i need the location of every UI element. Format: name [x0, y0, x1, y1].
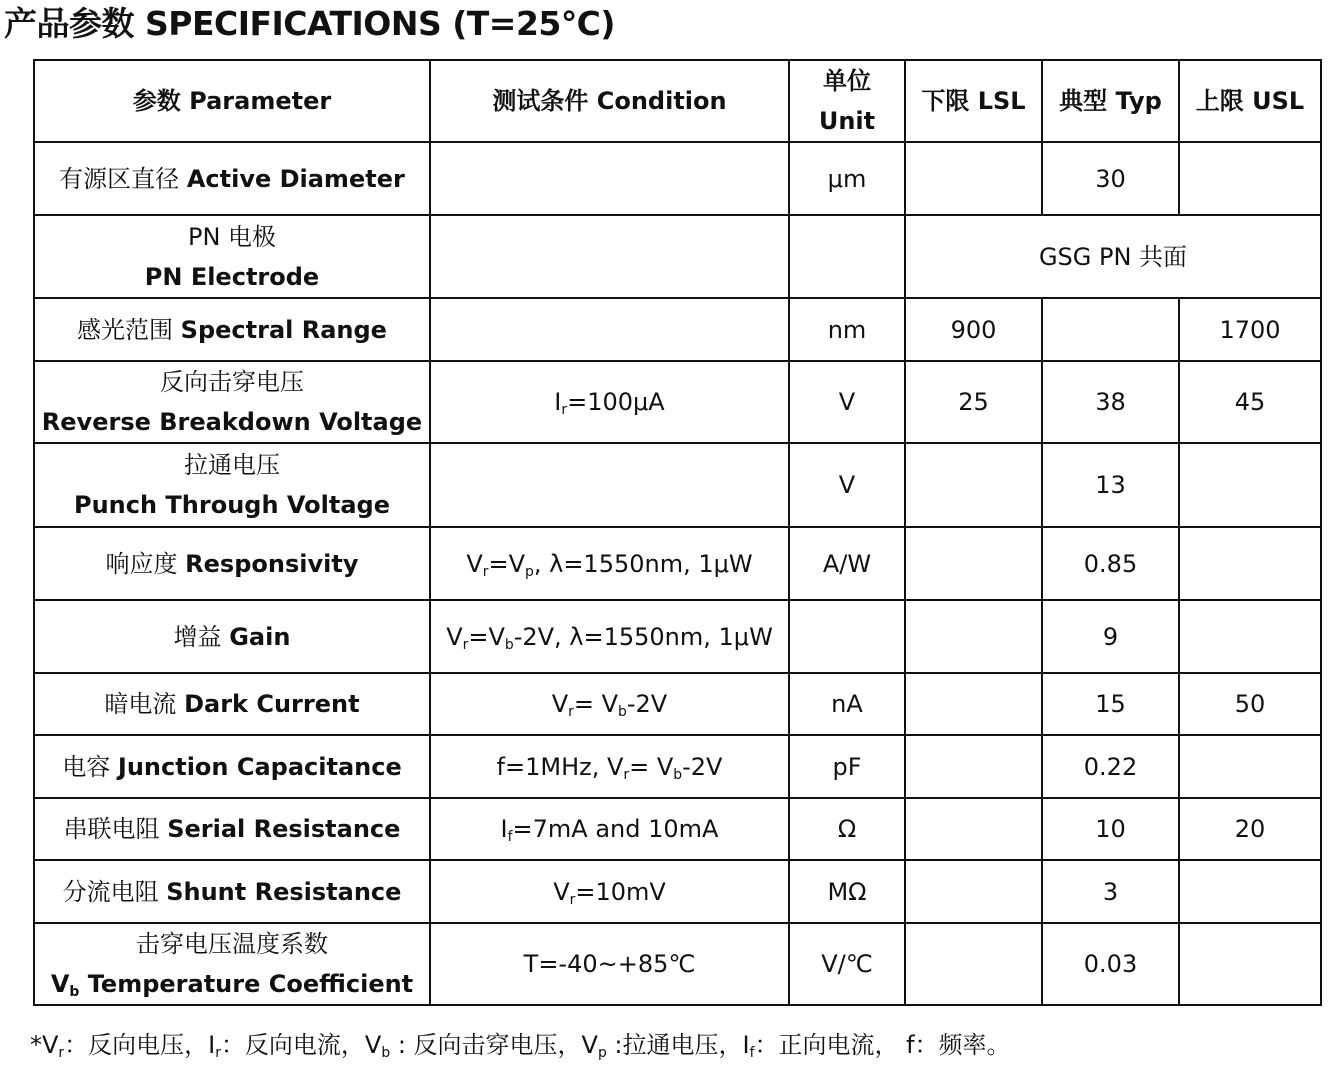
lsl-cell: [905, 923, 1042, 1005]
unit-cell: nm: [789, 298, 905, 361]
condition-cell: [430, 298, 789, 361]
param-cn: 拉通电压: [184, 451, 280, 479]
unit-cell: [789, 600, 905, 673]
param-en: Dark Current: [184, 690, 360, 718]
param-cell: [34, 735, 430, 798]
condition-cell: T=-40~+85℃: [430, 923, 789, 1005]
condition-cell: [430, 142, 789, 215]
usl-cell: [1179, 735, 1321, 798]
lsl-cell: [905, 798, 1042, 860]
lsl-cell: [905, 142, 1042, 215]
typ-cell: 15: [1042, 673, 1179, 735]
param-cn: 感光范围: [77, 315, 174, 344]
footnote: $*V_r$：反向电压，$I_r$：反向电流，$V_b$ : 反向击穿电压，$V_p$ :拉通电压，$I_f$：正向电流， f：频率。: [30, 1031, 1011, 1062]
param-en: Punch Through Voltage: [73, 491, 391, 519]
unit-cell: [789, 215, 905, 298]
condition-cell: $V_r=V_p$, λ=1550nm, 1μW: [430, 527, 789, 600]
table-row: [34, 142, 1321, 215]
condition-cell: $V_r= V_b-2V$: [430, 673, 789, 735]
param-cell: [34, 142, 430, 215]
usl-cell: 45: [1179, 361, 1321, 443]
unit-cell: V/℃: [789, 923, 905, 1005]
param-cn: 反向击穿电压: [160, 368, 304, 396]
param-cn: 增益: [173, 622, 222, 651]
typ-cell: 13: [1042, 443, 1179, 527]
header-lsl: 下限 LSL: [905, 60, 1042, 142]
specifications-table: [33, 59, 1322, 1006]
param-cell: [34, 600, 430, 673]
lsl-cell: 900: [905, 298, 1042, 361]
usl-cell: [1179, 860, 1321, 923]
unit-cell: pF: [789, 735, 905, 798]
condition-cell: $V_r=10mV$: [430, 860, 789, 923]
param-cn: 响应度: [105, 549, 178, 578]
param-cell: [34, 798, 430, 860]
condition-cell: [430, 215, 789, 298]
param-cn: 暗电流: [104, 690, 177, 718]
lsl-cell: [905, 860, 1042, 923]
table-row: [34, 673, 1321, 735]
typ-cell: 10: [1042, 798, 1179, 860]
condition-cell: $I_r=100\mu A$: [430, 361, 789, 443]
unit-cell: MΩ: [789, 860, 905, 923]
param-en: Reverse Breakdown Voltage: [41, 408, 423, 436]
lsl-cell: 25: [905, 361, 1042, 443]
table-row: [34, 735, 1321, 798]
param-en: Junction Capacitance: [117, 752, 402, 781]
param-en: Shunt Resistance: [166, 877, 402, 906]
table-row: [34, 361, 1321, 443]
param-en: Active Diameter: [186, 164, 405, 193]
typ-cell: 3: [1042, 860, 1179, 923]
condition-cell: f=1MHz, $V_r= V_b-2V$: [430, 735, 789, 798]
unit-cell: V: [789, 361, 905, 443]
param-cn: 击穿电压温度系数: [136, 930, 328, 958]
param-cell: [34, 215, 430, 298]
table-row: [34, 600, 1321, 673]
param-en: Spectral Range: [180, 315, 387, 344]
typ-cell: 0.22: [1042, 735, 1179, 798]
param-cell: [34, 860, 430, 923]
param-en: PN Electrode: [144, 262, 320, 291]
param-en: Serial Resistance: [167, 815, 401, 843]
table-row: [34, 798, 1321, 860]
lsl-cell: [905, 673, 1042, 735]
typ-cell: 0.03: [1042, 923, 1179, 1005]
table-header-row: [34, 60, 1321, 142]
header-typ: 典型 Typ: [1042, 60, 1179, 142]
table-row: [34, 860, 1321, 923]
header-unit: [789, 60, 905, 142]
param-cell: [34, 443, 430, 527]
unit-cell: nA: [789, 673, 905, 735]
condition-cell: [430, 443, 789, 527]
condition-cell: $V_r=V_b-2V$, λ=1550nm, 1μW: [430, 600, 789, 673]
param-cn: 有源区直径: [59, 164, 180, 193]
typ-cell: 0.85: [1042, 527, 1179, 600]
table-row: [34, 215, 1321, 298]
lsl-cell: [905, 600, 1042, 673]
usl-cell: [1179, 142, 1321, 215]
param-cell: [34, 673, 430, 735]
header-condition: 测试条件 Condition: [430, 60, 789, 142]
merged-value-cell: GSG PN 共面: [905, 215, 1321, 298]
lsl-cell: [905, 527, 1042, 600]
param-cell: [34, 527, 430, 600]
header-unit-en: Unit: [818, 107, 876, 135]
usl-cell: [1179, 600, 1321, 673]
param-cn: 电容: [62, 752, 111, 781]
usl-cell: [1179, 923, 1321, 1005]
param-cell: [34, 923, 430, 1005]
usl-cell: 20: [1179, 798, 1321, 860]
param-cn: 串联电阻: [63, 815, 160, 843]
unit-cell: μm: [789, 142, 905, 215]
typ-cell: 9: [1042, 600, 1179, 673]
unit-cell: Ω: [789, 798, 905, 860]
usl-cell: 50: [1179, 673, 1321, 735]
table-row: [34, 527, 1321, 600]
header-usl: 上限 USL: [1179, 60, 1321, 142]
table-row: [34, 923, 1321, 1005]
param-cell: [34, 298, 430, 361]
typ-cell: 38: [1042, 361, 1179, 443]
header-parameter: 参数 Parameter: [34, 60, 430, 142]
table-row: [34, 298, 1321, 361]
param-en: Responsivity: [185, 549, 359, 578]
usl-cell: [1179, 527, 1321, 600]
typ-cell: [1042, 298, 1179, 361]
param-cell: [34, 361, 430, 443]
unit-cell: V: [789, 443, 905, 527]
lsl-cell: [905, 735, 1042, 798]
table-row: [34, 443, 1321, 527]
condition-cell: $I_f=7mA$ and 10mA: [430, 798, 789, 860]
usl-cell: 1700: [1179, 298, 1321, 361]
unit-cell: A/W: [789, 527, 905, 600]
header-unit-cn: 单位: [823, 67, 871, 95]
param-en: Gain: [229, 622, 291, 651]
typ-cell: 30: [1042, 142, 1179, 215]
lsl-cell: [905, 443, 1042, 527]
param-en: $V_b$ Temperature Coefficient: [50, 970, 414, 1001]
usl-cell: [1179, 443, 1321, 527]
page-title: 产品参数 SPECIFICATIONS (T=25℃): [4, 4, 615, 43]
param-cn: PN 电极: [187, 222, 277, 251]
param-cn: 分流电阻: [62, 877, 159, 906]
